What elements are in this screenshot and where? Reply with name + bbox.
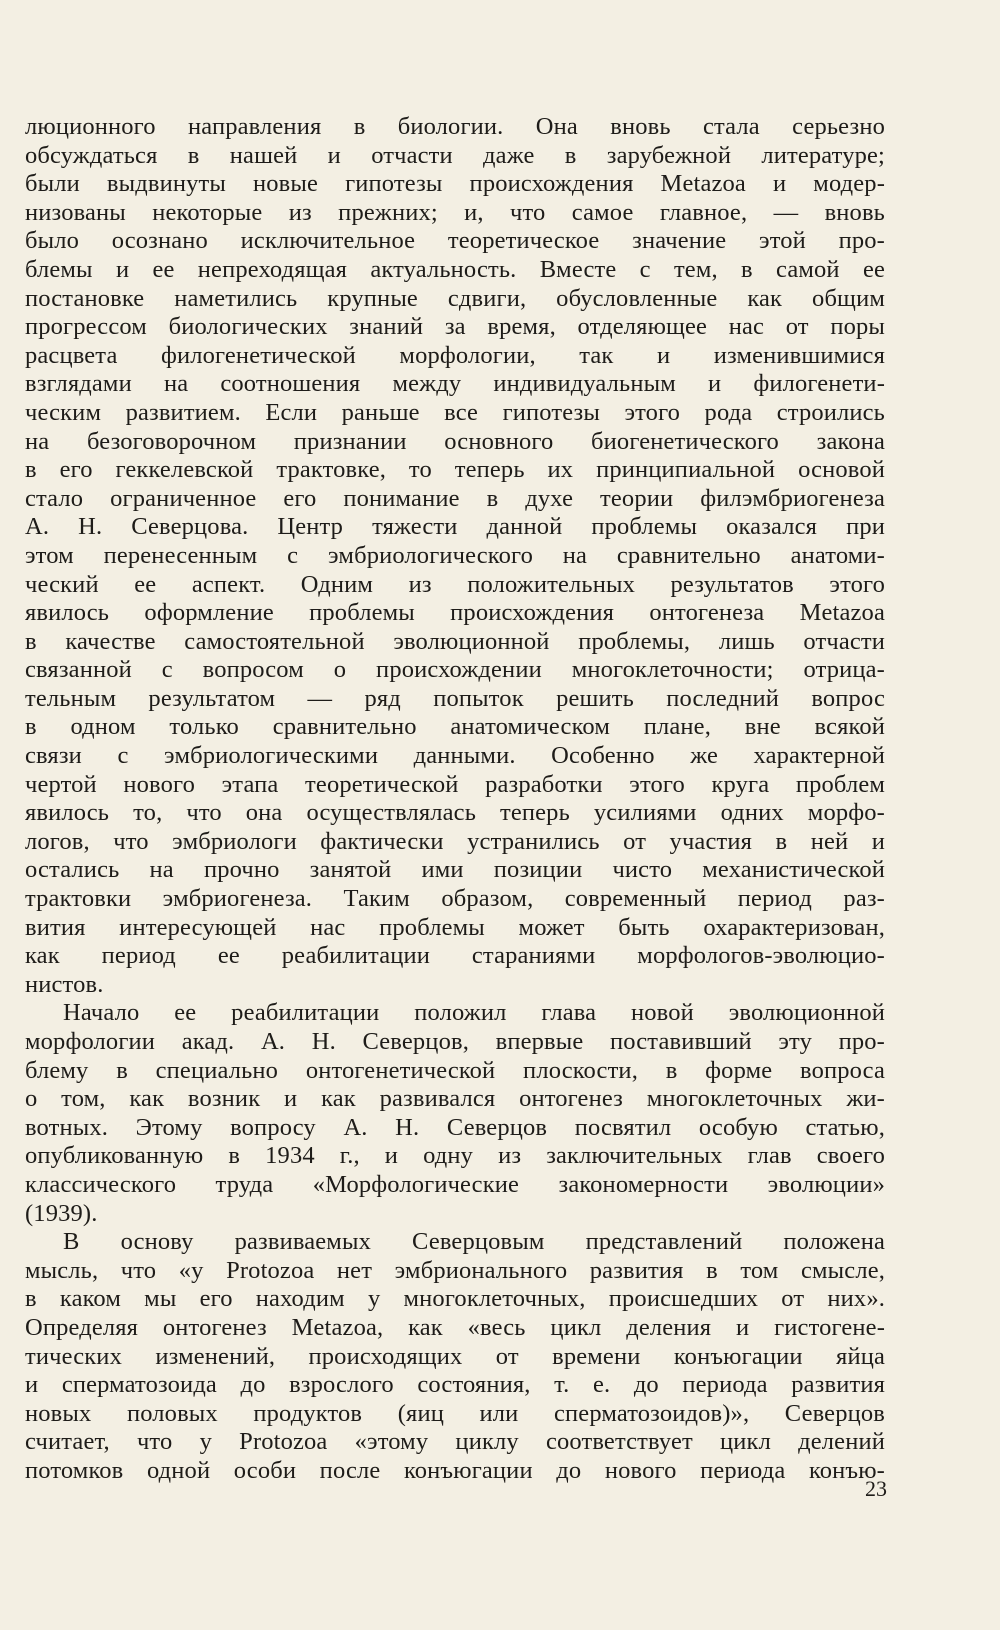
text-line: связанной с вопросом о происхождении многоклеточности; отрица- (25, 656, 885, 684)
text-line: расцвета филогенетической морфологии, так и изменившимися (25, 341, 885, 369)
text-line: логов, что эмбриологи фактически устранились от участия в ней и (25, 827, 885, 855)
text-line: в каком мы его находим у многоклеточных, происшедших от них». (25, 1285, 885, 1313)
text-line: было осознано исключительное теоретическое значение этой про- (25, 227, 885, 255)
text-line: о том, как возник и как развивался онтогенез многоклеточных жи- (25, 1085, 885, 1113)
text-line: низованы некоторые из прежних; и, что самое главное, — вновь (25, 198, 885, 226)
text-line: люционного направления в биологии. Она вновь стала серьезно (25, 113, 885, 140)
text-line: (1939). (25, 1199, 98, 1227)
text-line: мысль, что «у Protozoa нет эмбрионального развития в том смысле, (25, 1256, 885, 1284)
text-line: остались на прочно занятой ими позиции чисто механистической (25, 856, 885, 884)
text-line: В основу развиваемых Северцовым представлений положена (63, 1228, 885, 1256)
text-line: чертой нового этапа теоретической разработки этого круга проблем (25, 770, 885, 798)
text-line: связи с эмбриологическими данными. Особенно же характерной (25, 742, 885, 770)
text-line: были выдвинуты новые гипотезы происхождения Metazoa и модер- (25, 170, 885, 198)
text-line: блемы и ее непреходящая актуальность. Вместе с тем, в самой ее (25, 255, 885, 283)
text-line: ческим развитием. Если раньше все гипотезы этого рода строились (25, 398, 885, 426)
text-line: нистов. (25, 970, 104, 998)
text-line: явилось то, что она осуществлялась теперь усилиями одних морфо- (25, 799, 885, 827)
text-line: А. Н. Северцова. Центр тяжести данной проблемы оказался при (25, 513, 885, 541)
text-line: в качестве самостоятельной эволюционной проблемы, лишь отчасти (25, 627, 885, 655)
page-number: 23 (865, 1476, 887, 1501)
text-line: морфологии акад. А. Н. Северцов, впервые поставивший эту про- (25, 1028, 885, 1055)
text-line: стало ограниченное его понимание в духе теории филэмбриогенеза (25, 484, 885, 512)
text-line: и сперматозоида до взрослого состояния, т. е. до периода развития (25, 1371, 885, 1399)
text-line: на безоговорочном признании основного биогенетического закона (25, 427, 885, 455)
text-line: классического труда «Морфологические закономерности эволюции» (25, 1170, 885, 1198)
body-text (25, 113, 885, 1486)
text-line: тельным результатом — ряд попыток решить последний вопрос (25, 684, 885, 712)
text-line: считает, что у Protozoa «этому циклу соответствует цикл делений (25, 1428, 885, 1456)
text-line: явилось оформление проблемы происхождения онтогенеза Metazoa (25, 599, 885, 627)
text-line: вития интересующей нас проблемы может быть охарактеризован, (25, 913, 885, 941)
text-line: ческий ее аспект. Одним из положительных результатов этого (25, 570, 885, 598)
text-line: блему в специально онтогенетической плоскости, в форме вопроса (25, 1056, 885, 1084)
text-line: взглядами на соотношения между индивидуальным и филогенети- (25, 370, 885, 398)
text-line: опубликованную в 1934 г., и одну из заключительных глав своего (25, 1142, 885, 1170)
text-line: новых половых продуктов (яиц или сперматозоидов)», Северцов (25, 1399, 885, 1427)
text-line: потомков одной особи после конъюгации до нового периода конъю- (25, 1456, 885, 1484)
text-line: как период ее реабилитации стараниями морфологов-эволюцио- (25, 942, 885, 970)
text-line: тических изменений, происходящих от времени конъюгации яйца (25, 1342, 885, 1370)
text-line: вотных. Этому вопросу А. Н. Северцов посвятил особую статью, (25, 1113, 885, 1141)
text-line: Определяя онтогенез Metazoa, как «весь цикл деления и гистогене- (25, 1313, 885, 1341)
text-line: этом перенесенным с эмбриологического на сравнительно анатоми- (25, 541, 885, 569)
text-line: постановке наметились крупные сдвиги, обусловленные как общим (25, 284, 885, 312)
text-line: в его геккелевской трактовке, то теперь их принципиальной основой (25, 456, 885, 484)
text-line: трактовки эмбриогенеза. Таким образом, современный период раз- (25, 885, 885, 913)
text-line: прогрессом биологических знаний за время, отделяющее нас от поры (25, 313, 885, 341)
text-line: обсуждаться в нашей и отчасти даже в зарубежной литературе; (25, 141, 885, 169)
text-line: в одном только сравнительно анатомическом плане, вне всякой (25, 713, 885, 741)
text-line: Начало ее реабилитации положил глава новой эволюционной (63, 999, 885, 1027)
